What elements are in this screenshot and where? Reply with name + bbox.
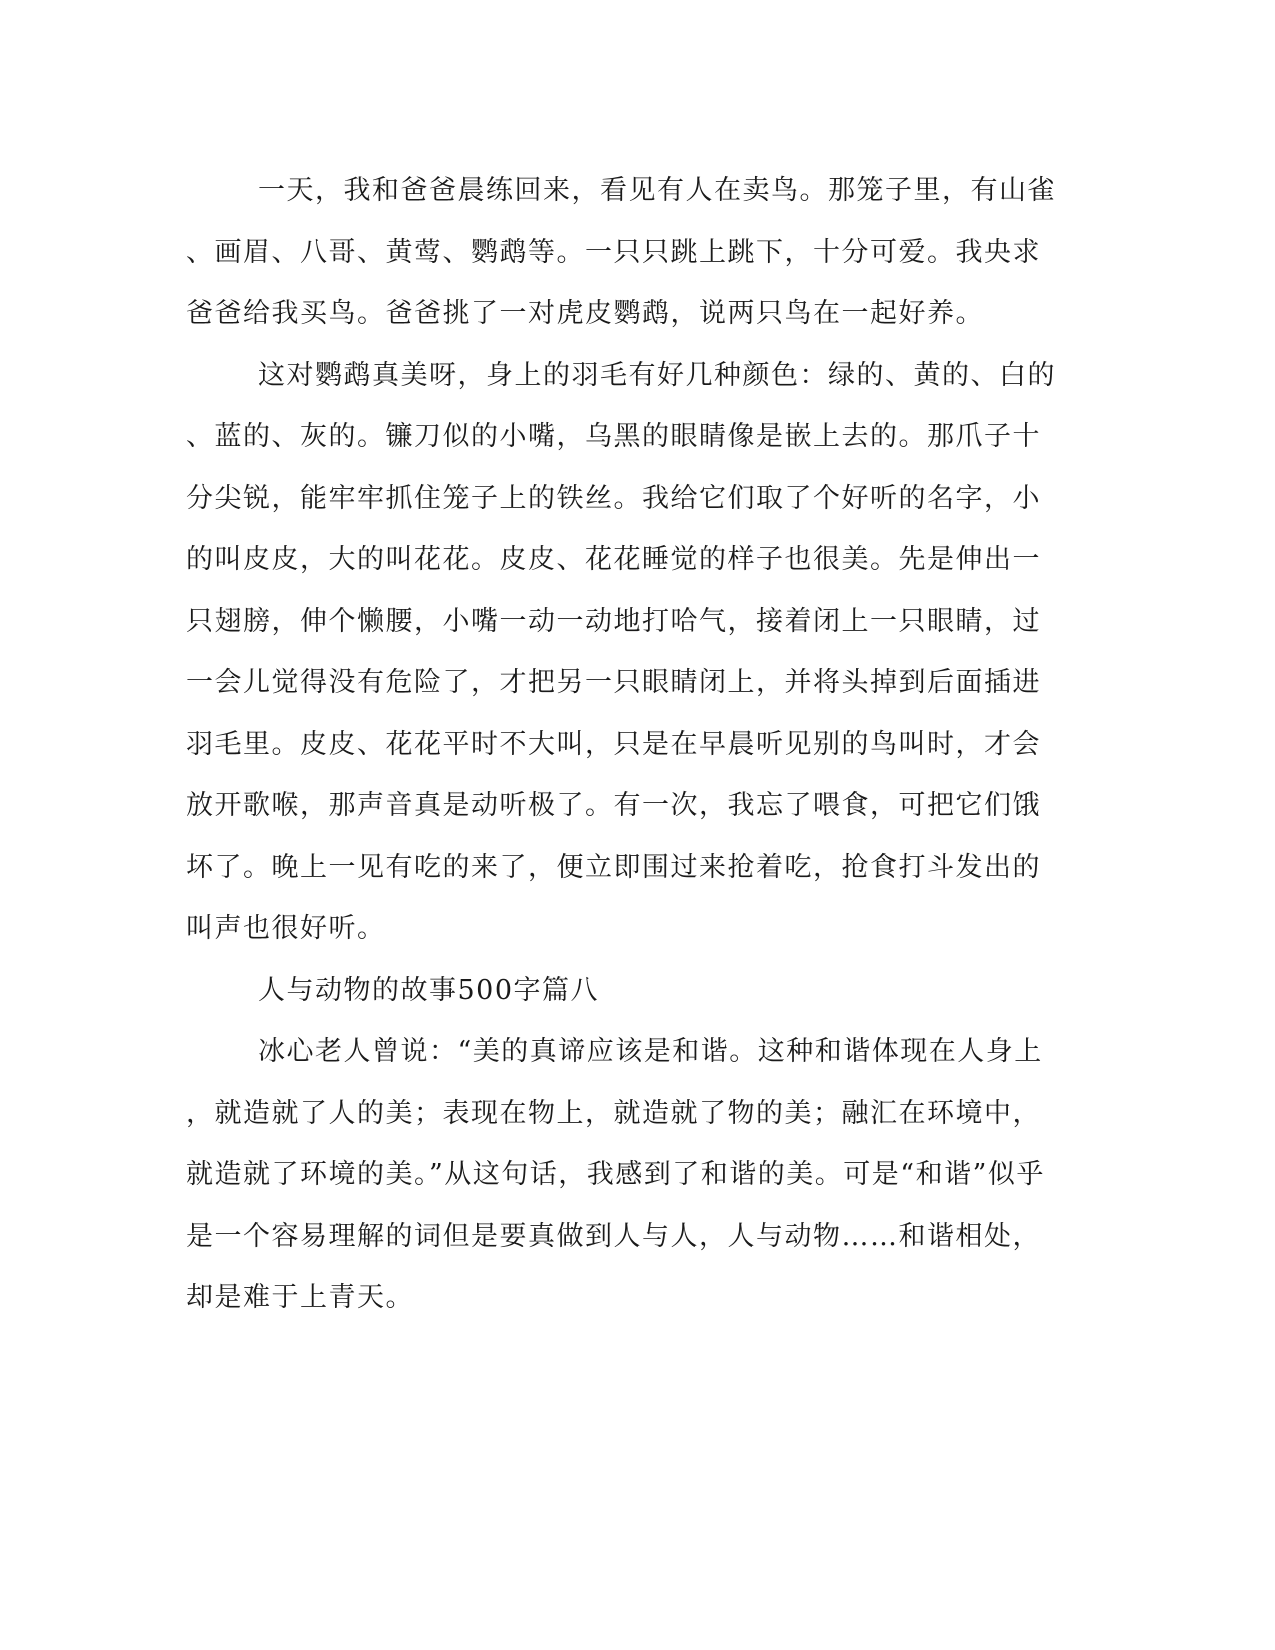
paragraph-2 [186, 345, 1066, 960]
text-line: 就造就了环境的美。”从这句话，我感到了和谐的美。可是“和谐”似乎 [186, 1159, 1045, 1190]
text-line: ，就造就了人的美；表现在物上，就造就了物的美；融汇在环境中， [186, 1097, 1041, 1129]
section-heading [186, 960, 1066, 1022]
text-line: 一会儿觉得没有危险了，才把另一只眼睛闭上，并将头掉到后面插进 [186, 667, 1041, 698]
text-line: 的叫皮皮，大的叫花花。皮皮、花花睡觉的样子也很美。先是伸出一 [186, 544, 1041, 575]
text-line: 冰心老人曾说：“美的真谛应该是和谐。这种和谐体现在人身上 [258, 1036, 1043, 1067]
document-page [186, 160, 1066, 1329]
text-line: 分尖锐，能牢牢抓住笼子上的铁丝。我给它们取了个好听的名字，小 [186, 482, 1041, 514]
paragraph-1 [186, 160, 1066, 345]
paragraph-3 [186, 1021, 1066, 1329]
text-line: 一天，我和爸爸晨练回来，看见有人在卖鸟。那笼子里，有山雀 [258, 175, 1056, 206]
text-line: 是一个容易理解的词但是要真做到人与人，人与动物……和谐相处， [186, 1220, 1041, 1252]
text-line: 坏了。晚上一见有吃的来了，便立即围过来抢着吃，抢食打斗发出的 [186, 851, 1041, 883]
text-line: 叫声也很好听。 [186, 913, 386, 944]
text-line: 羽毛里。皮皮、花花平时不大叫，只是在早晨听见别的鸟叫时，才会 [186, 728, 1041, 760]
text-line: 这对鹦鹉真美呀，身上的羽毛有好几种颜色：绿的、黄的、白的 [258, 359, 1056, 391]
text-line: 爸爸给我买鸟。爸爸挑了一对虎皮鹦鹉，说两只鸟在一起好养。 [186, 298, 984, 329]
text-line: 却是难于上青天。 [186, 1282, 414, 1313]
text-line: 、画眉、八哥、黄莺、鹦鹉等。一只只跳上跳下，十分可爱。我央求 [186, 236, 1041, 268]
heading-line: 人与动物的故事500字篇八 [258, 974, 600, 1006]
text-line: 只翅膀，伸个懒腰，小嘴一动一动地打哈气，接着闭上一只眼睛，过 [186, 605, 1041, 637]
text-line: 、蓝的、灰的。镰刀似的小嘴，乌黑的眼睛像是嵌上去的。那爪子十 [186, 421, 1041, 452]
text-line: 放开歌喉，那声音真是动听极了。有一次，我忘了喂食，可把它们饿 [186, 790, 1041, 821]
